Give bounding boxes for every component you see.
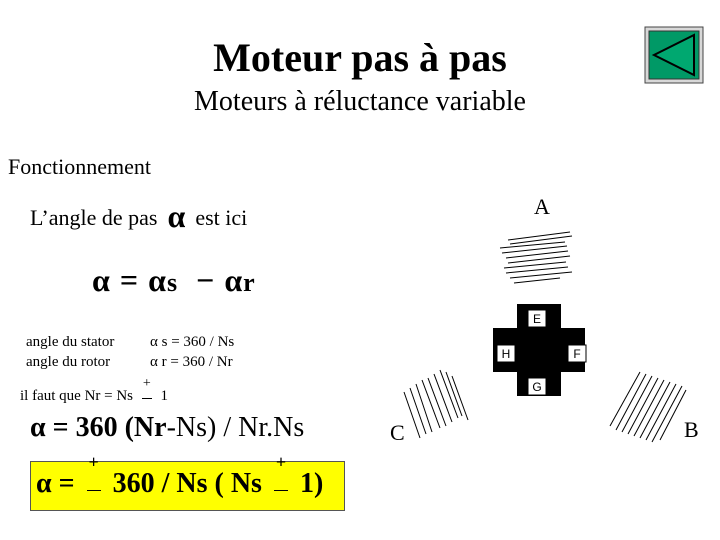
formula3-lead: α = <box>36 468 75 499</box>
coil-B-winding <box>610 372 686 442</box>
formula1-equals: = <box>119 262 140 298</box>
coil-C-winding <box>404 370 468 438</box>
angle-sentence <box>30 196 247 233</box>
section-heading: Fonctionnement <box>8 154 151 179</box>
condition-text: il faut que Nr = Ns <box>20 388 134 404</box>
formula2-bold: α = 360 (Nr <box>30 412 167 443</box>
rotor-label: angle du rotor <box>26 354 111 370</box>
formula3-paren: ( Ns <box>214 468 262 499</box>
plus-minus-symbol <box>273 452 289 500</box>
angle-sentence-before: L’angle de pas <box>30 205 158 230</box>
formula2-normal: -Ns) / Nr.Ns <box>166 412 305 443</box>
coil-A-label: A <box>534 194 550 219</box>
pole-H-label: H <box>501 347 511 361</box>
formula3-tail: 1) <box>299 468 324 499</box>
formula1-minus: − <box>196 262 216 298</box>
angle-definitions <box>150 332 234 372</box>
coil-B-label: B <box>684 417 699 442</box>
step-angle-formula <box>92 262 256 299</box>
pm-plus: + <box>88 452 99 472</box>
step-angle-formula-expanded <box>30 412 304 444</box>
formula1-r: r <box>243 268 256 297</box>
stator-formula: α s = 360 / Ns <box>150 334 235 350</box>
page-subtitle: Moteurs à réluctance variable <box>194 86 526 117</box>
formula3-mid: 360 / Ns <box>112 468 208 499</box>
pm-plus: + <box>275 452 287 472</box>
rotor-formula: α r = 360 / Nr <box>150 354 233 370</box>
formula1-s: s <box>166 268 179 297</box>
pm-minus <box>142 398 152 399</box>
coil-C-label: C <box>390 420 405 445</box>
angle-labels <box>26 332 114 372</box>
formula1-alpha-s: α <box>148 262 167 298</box>
page-title: Moteur pas à pas <box>213 35 507 80</box>
alpha-symbol: α <box>167 198 186 234</box>
formula1-alpha-r: α <box>224 262 244 298</box>
pm-minus <box>274 490 288 491</box>
pm-plus: + <box>142 376 151 391</box>
pole-E-label: E <box>532 312 542 326</box>
plus-minus-symbol <box>141 376 153 405</box>
condition-value: 1 <box>160 388 169 404</box>
plus-minus-symbol <box>86 452 102 500</box>
pole-G-label: G <box>532 380 542 394</box>
pm-minus <box>87 490 101 491</box>
coil-A-winding <box>500 232 572 283</box>
motor-diagram <box>360 220 710 470</box>
back-triangle-icon[interactable] <box>644 26 704 84</box>
condition-line <box>20 376 169 405</box>
stator-label: angle du stator <box>26 334 115 350</box>
pole-F-label: F <box>573 347 581 361</box>
result-formula <box>36 452 324 500</box>
angle-sentence-after: est ici <box>195 205 248 230</box>
formula1-alpha: α <box>92 262 111 298</box>
